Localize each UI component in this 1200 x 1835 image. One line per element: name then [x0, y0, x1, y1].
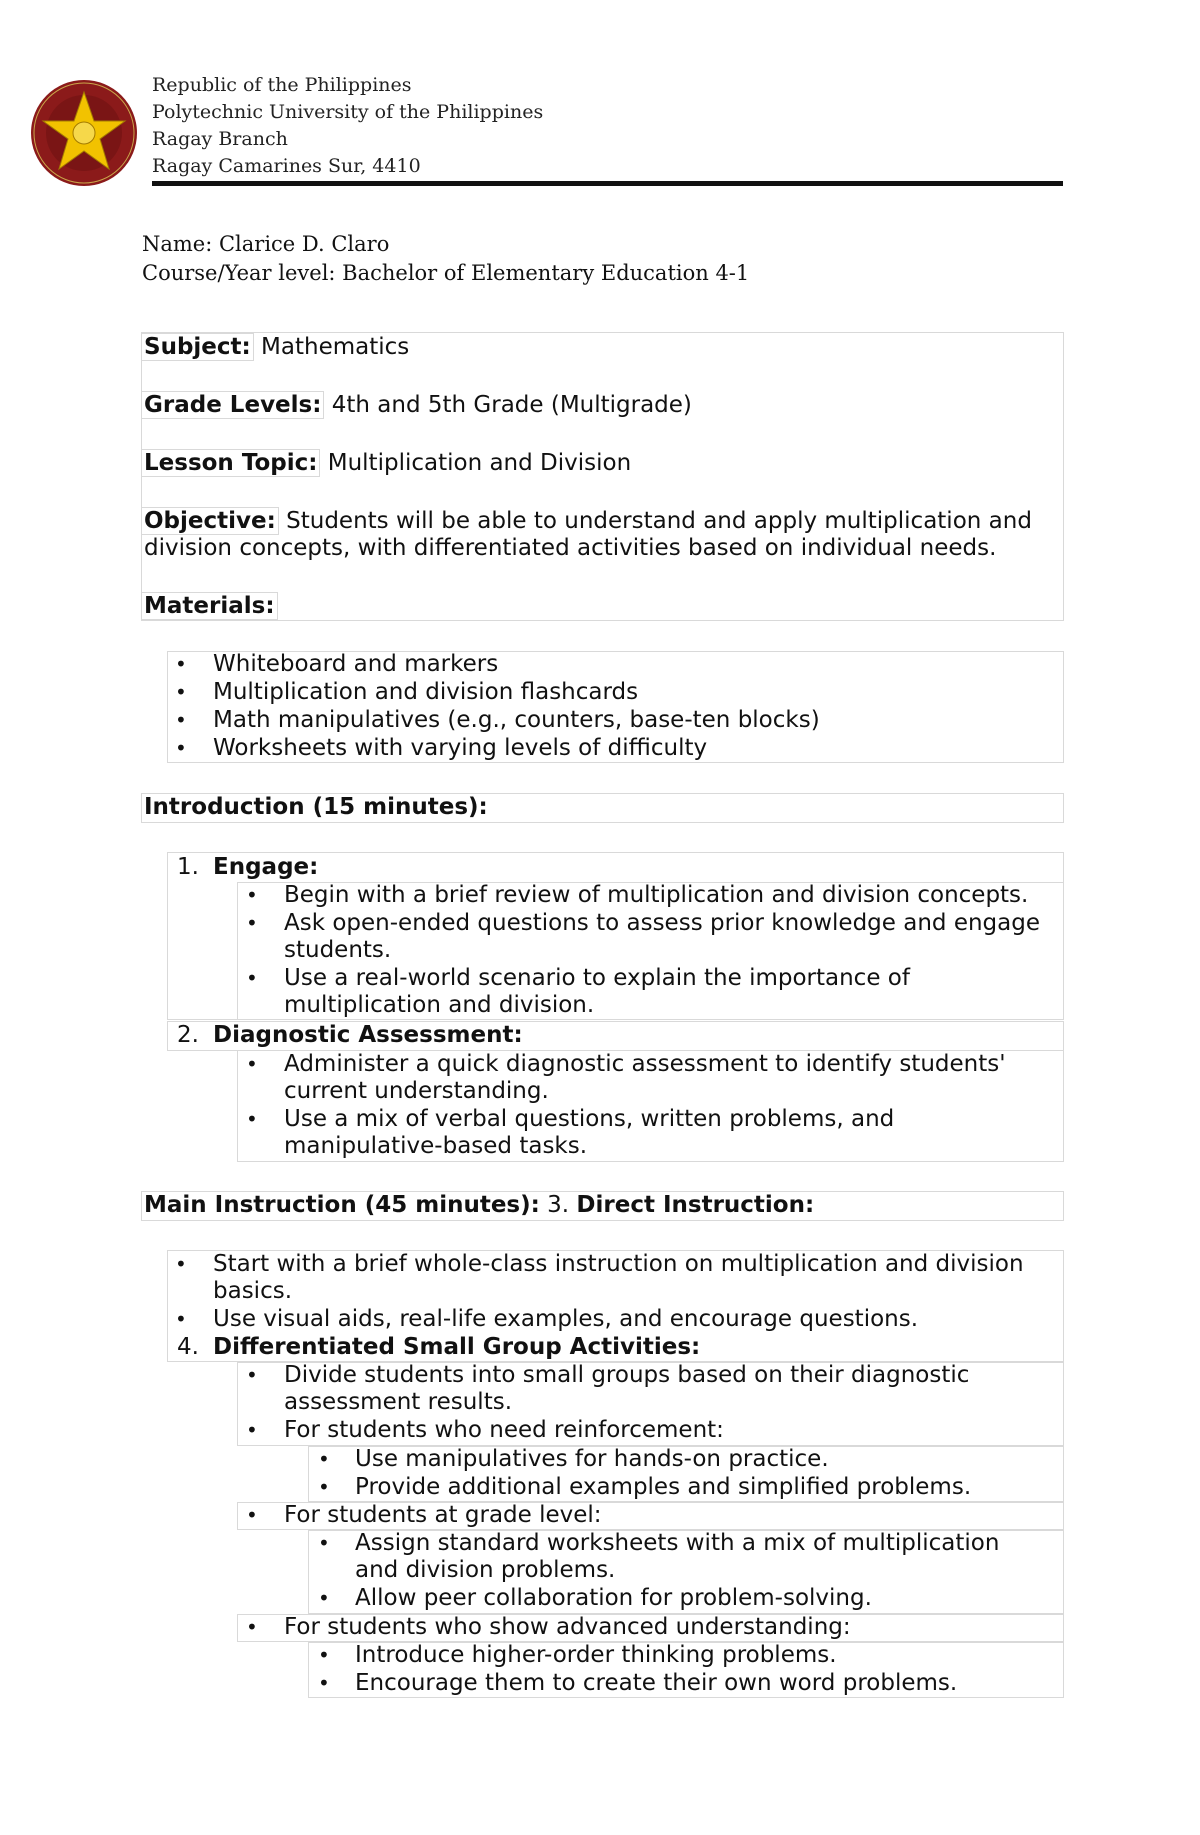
bullet-dot: •	[175, 652, 187, 676]
bullet-dot: •	[246, 1615, 258, 1639]
topic-line	[144, 449, 631, 477]
topic-label: Lesson Topic:	[141, 449, 320, 477]
direct-label: Direct Instruction:	[576, 1192, 815, 1218]
grade-level-item-cont: and division problems.	[355, 1557, 616, 1583]
engage-item-cont: multiplication and division.	[284, 992, 595, 1018]
introduction-heading: Introduction (15 minutes):	[144, 794, 488, 820]
diagnostic-item-cont: current understanding.	[284, 1078, 549, 1104]
header-line-4: Ragay Camarines Sur, 4410	[152, 155, 421, 177]
bullet-dot: •	[246, 1503, 258, 1527]
bullet-dot: •	[175, 680, 187, 704]
advanced-item: Introduce higher-order thinking problems.	[355, 1642, 837, 1668]
diagnostic-item: Administer a quick diagnostic assessment to identify students'	[284, 1051, 1006, 1077]
bullet-dot: •	[246, 1418, 258, 1442]
objective-label: Objective:	[141, 507, 279, 535]
main-heading: Main Instruction (45 minutes):	[144, 1192, 540, 1218]
bullet-dot: •	[175, 708, 187, 732]
header-line-3: Ragay Branch	[152, 128, 288, 150]
bullet-dot: •	[318, 1447, 330, 1471]
topic-value: Multiplication and Division	[320, 450, 632, 476]
bullet-dot: •	[246, 966, 258, 990]
objective-value: Students will be able to understand and apply multiplication and	[278, 508, 1032, 534]
diff-item-cont: assessment results.	[284, 1389, 513, 1415]
bullet-dot: •	[318, 1475, 330, 1499]
grade-level-item: Assign standard worksheets with a mix of multiplication	[355, 1530, 1000, 1556]
direct-number: 3.	[547, 1192, 570, 1218]
objective-line-2: division concepts, with differentiated activities based on individual needs.	[144, 535, 997, 561]
bullet-dot: •	[246, 1363, 258, 1387]
material-item: Math manipulatives (e.g., counters, base-ten blocks)	[213, 707, 820, 733]
bullet-dot: •	[246, 1052, 258, 1076]
bullet-dot: •	[175, 736, 187, 760]
engage-item-cont: students.	[284, 937, 392, 963]
bullet-dot: •	[175, 1307, 187, 1331]
engage-label: Engage:	[213, 854, 319, 880]
engage-number: 1.	[177, 854, 199, 880]
engage-item: Use a real-world scenario to explain the importance of	[284, 965, 910, 991]
direct-item-cont: basics.	[213, 1278, 293, 1304]
student-course: Course/Year level: Bachelor of Elementary Education 4-1	[142, 261, 750, 285]
engage-item: Begin with a brief review of multiplication and division concepts.	[284, 882, 1029, 908]
student-name: Name: Clarice D. Claro	[142, 232, 390, 256]
bullet-dot: •	[318, 1531, 330, 1555]
direct-item: Start with a brief whole-class instruction on multiplication and division	[213, 1251, 1024, 1277]
bullet-dot: •	[246, 1107, 258, 1131]
materials-label: Materials:	[141, 592, 278, 620]
materials-heading	[144, 592, 278, 620]
direct-item: Use visual aids, real-life examples, and encourage questions.	[213, 1306, 919, 1332]
diagnostic-label: Diagnostic Assessment:	[213, 1022, 523, 1048]
bullet-dot: •	[246, 911, 258, 935]
bullet-dot: •	[246, 883, 258, 907]
material-item: Whiteboard and markers	[213, 651, 499, 677]
reinforce-item: Provide additional examples and simplified problems.	[355, 1474, 972, 1500]
subject-value: Mathematics	[253, 334, 410, 360]
diff-label: Differentiated Small Group Activities:	[213, 1334, 701, 1360]
diagnostic-item: Use a mix of verbal questions, written problems, and	[284, 1106, 895, 1132]
diff-item: For students who need reinforcement:	[284, 1417, 724, 1443]
header-line-1: Republic of the Philippines	[152, 74, 412, 96]
material-item: Multiplication and division flashcards	[213, 679, 639, 705]
bullet-dot: •	[318, 1671, 330, 1695]
grade-level-label: For students at grade level:	[284, 1502, 602, 1528]
diff-item: Divide students into small groups based on their diagnostic	[284, 1362, 970, 1388]
diff-number: 4.	[177, 1334, 199, 1360]
bullet-dot: •	[318, 1643, 330, 1667]
diagnostic-number: 2.	[177, 1022, 199, 1048]
subject-label: Subject:	[141, 333, 254, 361]
advanced-label: For students who show advanced understanding:	[284, 1614, 851, 1640]
advanced-item: Encourage them to create their own word problems.	[355, 1670, 958, 1696]
grade-line	[144, 391, 692, 419]
header-line-2: Polytechnic University of the Philippines	[152, 101, 544, 123]
bullet-dot: •	[175, 1252, 187, 1276]
bullet-dot: •	[318, 1586, 330, 1610]
grade-value: 4th and 5th Grade (Multigrade)	[324, 392, 692, 418]
engage-item: Ask open-ended questions to assess prior knowledge and engage	[284, 910, 1041, 936]
university-seal-logo	[29, 78, 139, 188]
material-item: Worksheets with varying levels of difficulty	[213, 735, 708, 761]
grade-label: Grade Levels:	[141, 391, 324, 419]
reinforce-item: Use manipulatives for hands-on practice.	[355, 1446, 829, 1472]
diagnostic-item-cont: manipulative-based tasks.	[284, 1133, 588, 1159]
subject-line	[144, 333, 409, 361]
header-divider	[152, 181, 1063, 186]
objective-line-1	[144, 507, 1032, 535]
grade-level-item: Allow peer collaboration for problem-solving.	[355, 1585, 872, 1611]
main-heading-line	[144, 1191, 814, 1219]
